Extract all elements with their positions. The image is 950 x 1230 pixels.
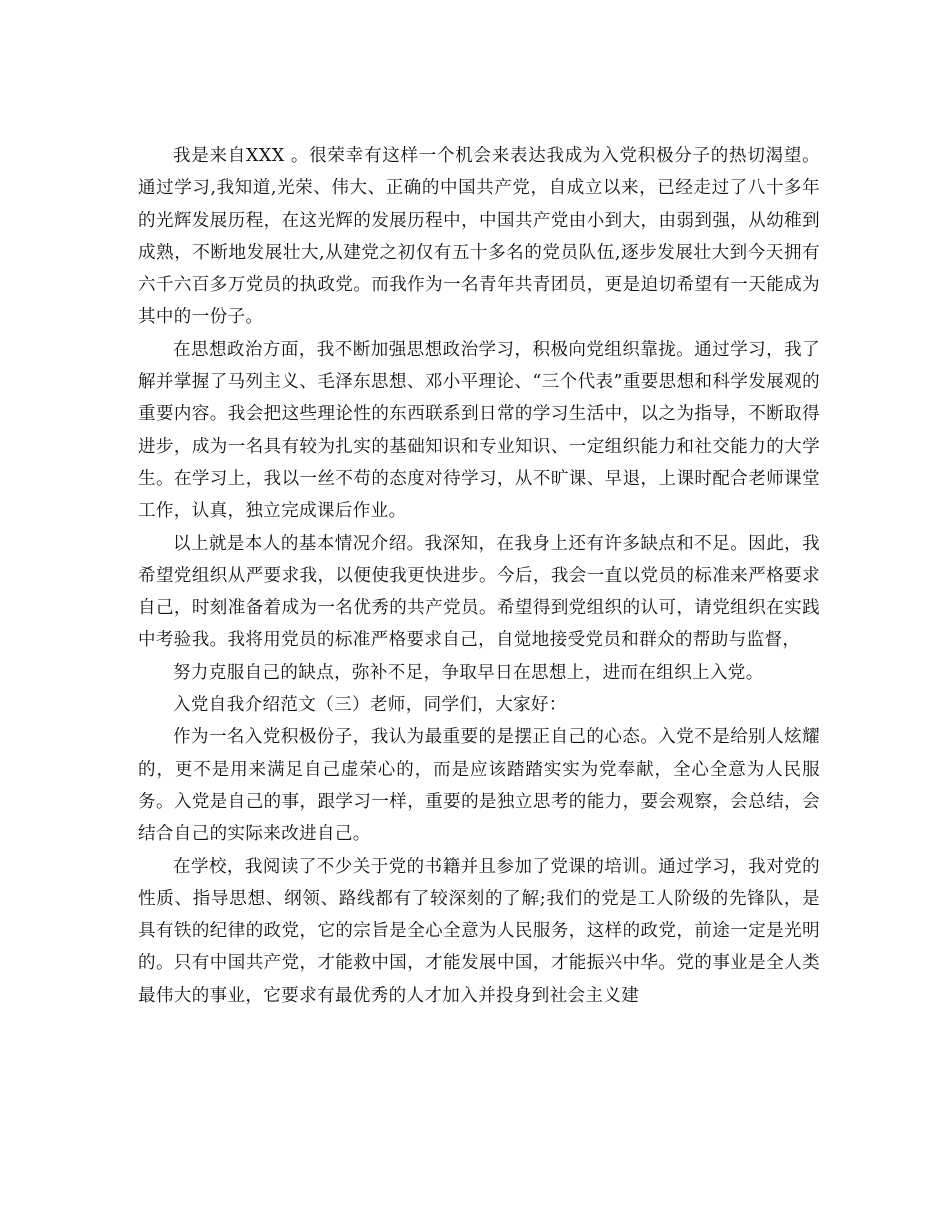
document-body — [138, 140, 820, 1012]
paragraph-mindset: 作为一名入党积极份子，我认为最重要的是摆正自己的心态。入党不是给别人炫耀的，更不是用来满足自己虚荣心的，而是应该踏踏实实为党奉献，全心全意为人民服务。入党是自己的事，跟学习一样，重要的是独立思考的能力，要会观察，会总结，会结合自己的实际来改进自己。 — [138, 727, 820, 845]
paragraph-school-study: 在学校，我阅读了不少关于党的书籍并且参加了党课的培训。通过学习，我对党的性质、指导思想、纲领、路线都有了较深刻的了解;我们的党是工人阶级的先锋队，是具有铁的纪律的政党，它的宗旨是全心全意为人民服务，这样的政党，前途一定是光明的。只有中国共产党，才能救中国，才能发展中国，才能振兴中华。党的事业是全人类最伟大的事业，它要求有最优秀的人才加入并投身到社会主义建 — [138, 856, 820, 1006]
paragraph-political-study: 在思想政治方面，我不断加强思想政治学习，积极向党组织靠拢。通过学习，我了解并掌握了马列主义、毛泽东思想、邓小平理论、“三个代表”重要思想和科学发展观的重要内容。我会把这些理论性的东西联系到日常的学习生活中，以之为指导，不断取得进步，成为一名具有较为扎实的基础知识和专业知识、一定组织能力和社交能力的大学生。在学习上，我以一丝不苟的态度对待学习，从不旷课、早退，上课时配合老师课堂工作，认真，独立完成课后作业。 — [138, 339, 820, 522]
paragraph-overcome-shortcomings: 努力克服自己的缺点，弥补不足，争取早日在思想上，进而在组织上入党。 — [173, 662, 764, 683]
paragraph-intro: 我是来自XXX 。很荣幸有这样一个机会来表达我成为入党积极分子的热切渴望。 通过学习,我知道,光荣、伟大、正确的中国共产党，自成立以来，已经走过了八十多年的光辉发展历程，在这光辉的发展历程中，中国共产党由小到大，由弱到强，从幼稚到成熟，不断地发展壮大,从建党之初仅有五十多名的党员队伍,逐步发展壮大到今天拥有六千六百多万党员的执政党。而我作为一名青年共青团员，更是迫切希望有一天能成为其中的一份子。 — [138, 146, 820, 328]
paragraph-sample-heading: 入党自我介绍范文（三）老师，同学们，大家好： — [173, 695, 567, 716]
paragraph-self-summary: 以上就是本人的基本情况介绍。我深知，在我身上还有许多缺点和不足。因此，我希望党组织从严要求我，以便使我更快进步。今后，我会一直以党员的标准来严格要求自己，时刻准备着成为一名优秀的共产党员。希望得到党组织的认可，请党组织在实践中考验我。我将用党员的标准严格要求自己，自觉地接受党员和群众的帮助与监督， — [138, 533, 820, 651]
